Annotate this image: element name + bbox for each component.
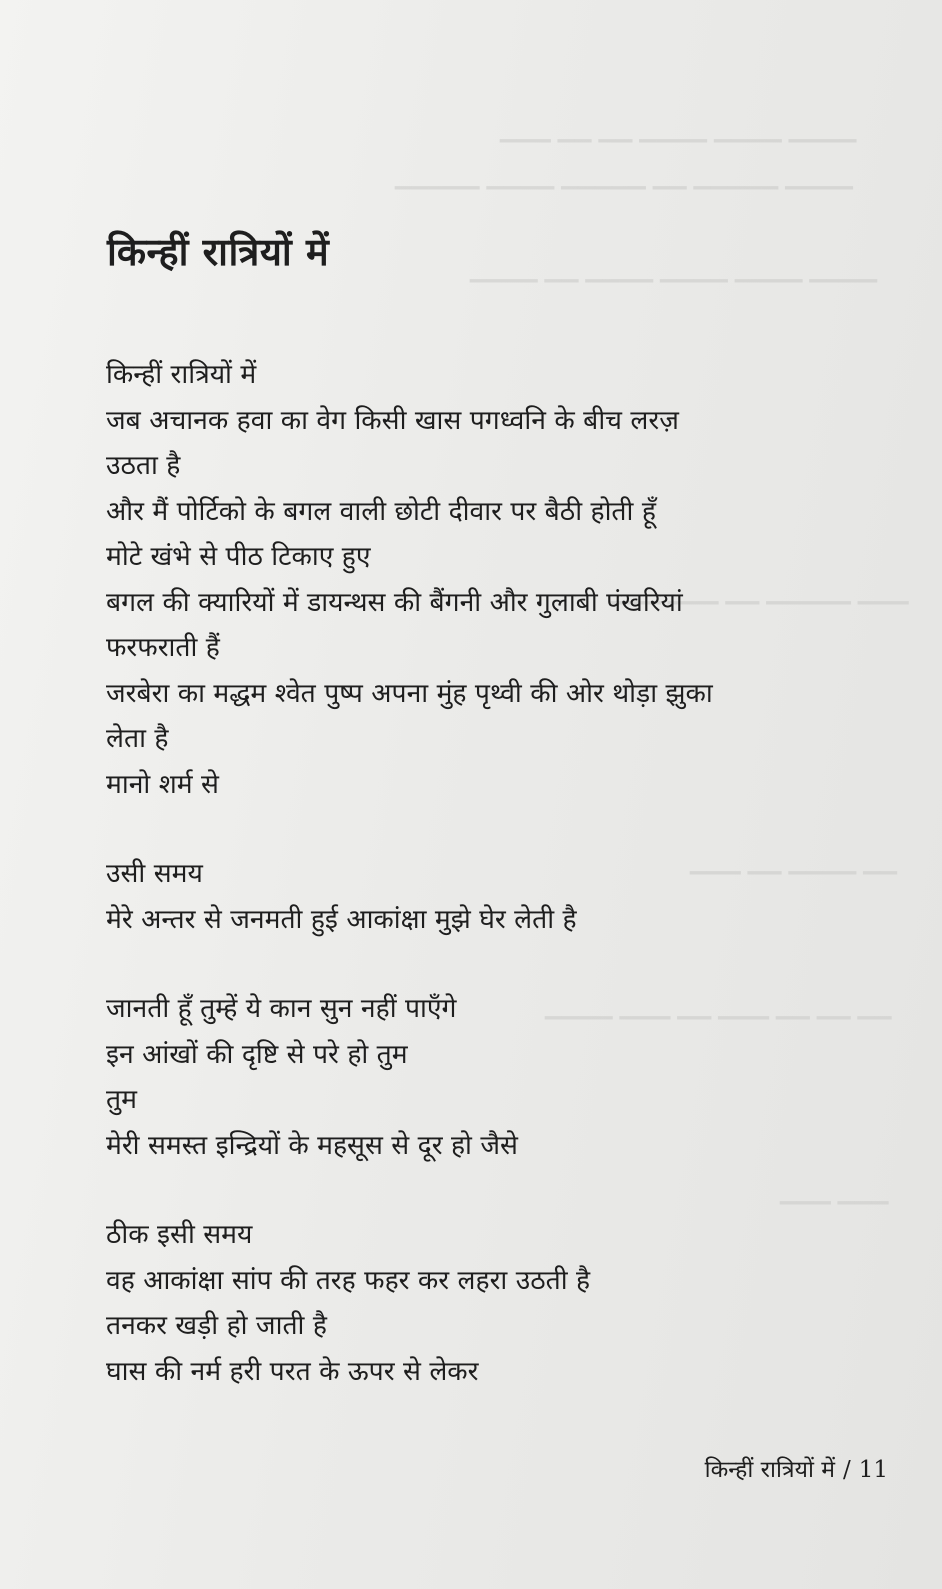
- page-number: 11: [858, 1457, 888, 1483]
- show-through-decoration: ▁▁▁▁▁ ▁▁▁▁ ▁▁▁▁▁ ▁▁ ▁▁▁▁▁ ▁▁▁▁: [395, 165, 853, 190]
- poem-line: वह आकांक्षा सांप की तरह फहर कर लहरा उठती है: [106, 1264, 591, 1296]
- poem-line: ठीक इसी समय: [106, 1219, 253, 1250]
- show-through-decoration: ▁▁▁ ▁▁ ▁▁ ▁▁▁▁ ▁▁▁▁ ▁▁▁▁: [500, 118, 857, 143]
- poem-line: मेरी समस्त इन्द्रियों के महसूस से दूर हो जैसे: [106, 1129, 518, 1161]
- poem-line: जानती हूँ तुम्हें ये कान सुन नहीं पाएँगे: [106, 993, 457, 1024]
- poem-title: किन्हीं रात्रियों में: [107, 230, 330, 274]
- poem-line: उठता है: [106, 450, 181, 481]
- poem-line: तनकर खड़ी हो जाती है: [106, 1310, 327, 1341]
- poem-line: मेरे अन्तर से जनमती हुई आकांक्षा मुझे घेर लेती है: [106, 903, 577, 935]
- poem-line: इन आंखों की दृष्टि से परे हो तुम: [106, 1038, 408, 1070]
- poem-line: मानो शर्म से: [106, 768, 219, 800]
- poem-line: जरबेरा का मद्धम श्वेत पुष्प अपना मुंह पृथ्वी की ओर थोड़ा झुका: [106, 677, 713, 709]
- poem-line: किन्हीं रात्रियों में: [106, 359, 257, 390]
- poem-line: घास की नर्म हरी परत के ऊपर से लेकर: [106, 1355, 479, 1387]
- poem-body: [106, 352, 906, 1394]
- poem-line: जब अचानक हवा का वेग किसी खास पगध्वनि के बीच लरज़: [106, 404, 679, 436]
- show-through-decoration: ▁▁▁▁ ▁▁ ▁▁▁▁ ▁▁▁▁ ▁▁▁▁ ▁▁▁▁: [470, 258, 878, 283]
- poem-line: लेता है: [106, 723, 169, 754]
- stanza-break: [106, 807, 906, 851]
- stanza-3: [106, 986, 906, 1168]
- show-through-decoration: ▁▁▁ ▁▁▁: [780, 1180, 889, 1205]
- stanza-break: [106, 942, 906, 986]
- running-title: किन्हीं रात्रियों में: [704, 1457, 835, 1483]
- poem-line: मोटे खंभे से पीठ टिकाए हुए: [106, 541, 371, 572]
- show-through-decoration: ▁▁▁▁ ▁▁▁ ▁▁ ▁▁▁ ▁▁ ▁▁ ▁▁: [545, 995, 892, 1020]
- stanza-4: [106, 1212, 906, 1394]
- poem-line: तुम: [106, 1084, 137, 1115]
- poem-line: बगल की क्यारियों में डायन्थस की बैंगनी और गुलाबी पंखरियां: [106, 586, 683, 618]
- stanza-break: [106, 1168, 906, 1212]
- page-footer: [705, 1452, 888, 1484]
- footer-separator: /: [842, 1457, 851, 1483]
- poem-line: उसी समय: [106, 858, 203, 889]
- show-through-decoration: ▁▁▁ ▁▁▁ ▁▁ ▁▁▁▁▁ ▁▁▁: [610, 580, 909, 605]
- show-through-decoration: ▁▁▁ ▁▁ ▁▁▁▁ ▁▁: [690, 850, 898, 875]
- stanza-2: [106, 851, 906, 942]
- stanza-1: [106, 352, 906, 807]
- poem-line: फरफराती हैं: [106, 632, 220, 663]
- poem-line: और मैं पोर्टिको के बगल वाली छोटी दीवार पर बैठी होती हूँ: [106, 495, 656, 527]
